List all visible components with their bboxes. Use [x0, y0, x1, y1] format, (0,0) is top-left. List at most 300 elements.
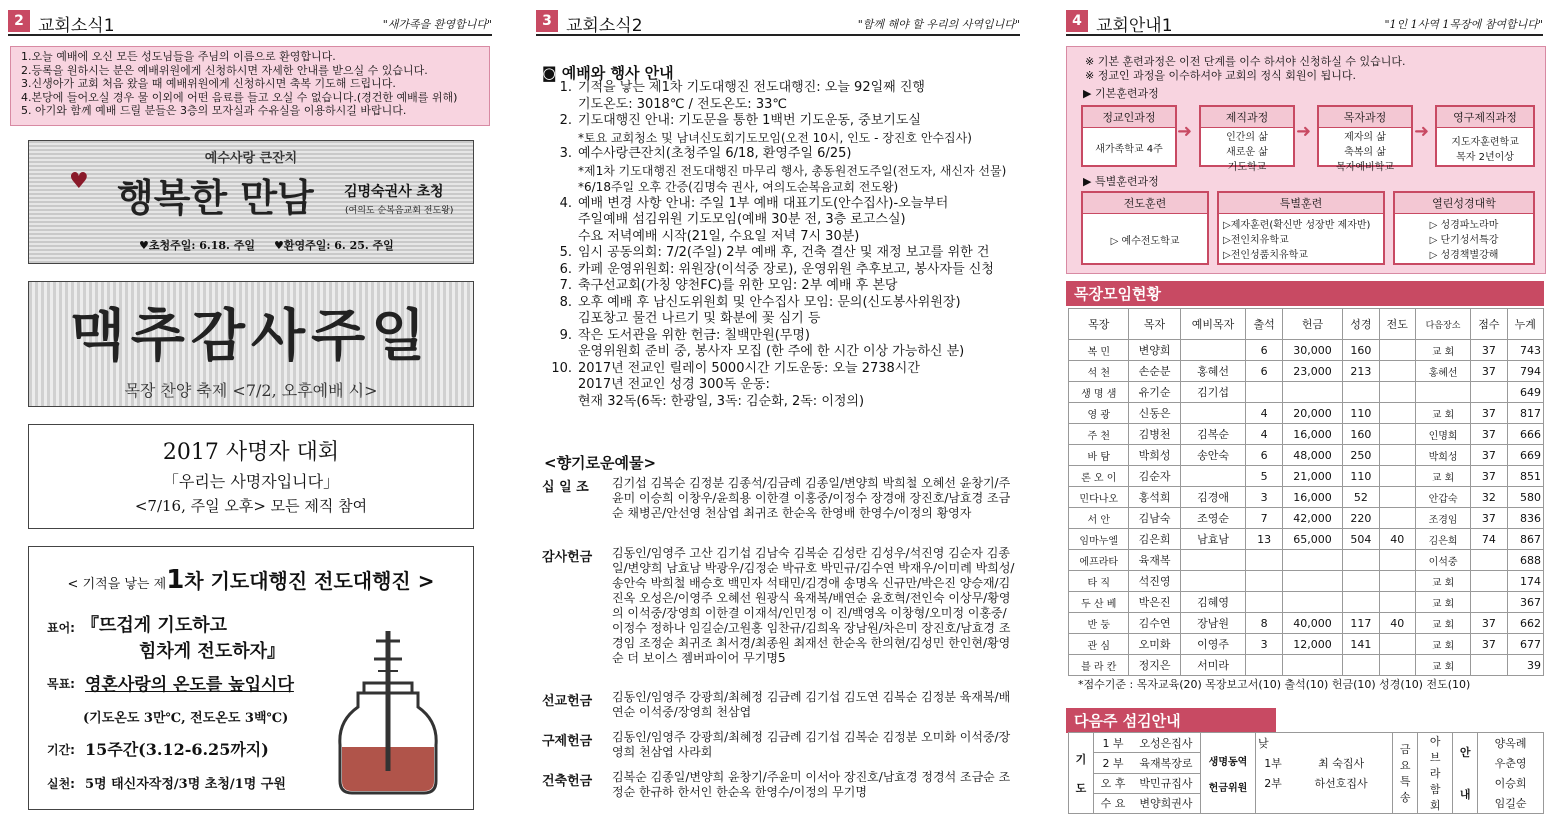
table-cell: 반 둥 [1069, 613, 1129, 634]
event-number: 8. [559, 294, 572, 310]
table-cell: 정지은 [1129, 655, 1180, 676]
table-cell: 김수연 [1129, 613, 1180, 634]
goal-text: 영혼사랑의 온도를 높입시다 [85, 675, 294, 695]
table-cell [1379, 382, 1415, 403]
table-cell [1379, 445, 1415, 466]
table-cell: 6 [1246, 445, 1282, 466]
table-cell: 37 [1471, 403, 1507, 424]
table-cell [1379, 403, 1415, 424]
offering-mission [542, 690, 1018, 724]
event-line: 기도대행진 안내: 기도문을 통한 1백번 기도운동, 중보기도실 [578, 113, 921, 128]
table-cell: 30,000 [1282, 340, 1342, 361]
practice-label: 실천: [47, 777, 75, 791]
table-cell [1379, 424, 1415, 445]
course-body: 지도자훈련학교 [1451, 137, 1519, 148]
prayer-leader: 육재복장로 [1132, 753, 1201, 773]
column-church-news-2 [528, 0, 1028, 823]
table-cell [1343, 550, 1379, 571]
table-cell: 주 천 [1069, 424, 1129, 445]
column-header: 다음장소 [1415, 309, 1470, 340]
usher-label: 안 내 [1453, 733, 1478, 814]
event-item [550, 278, 1020, 295]
event-item [550, 80, 1020, 113]
heart-icon: ♥ [69, 169, 89, 194]
table-cell [1282, 382, 1342, 403]
event-number: 3. [559, 146, 572, 161]
table-cell [1471, 571, 1507, 592]
table-cell: 7 [1246, 508, 1282, 529]
table-cell: 48,000 [1282, 445, 1342, 466]
table-row [1069, 361, 1544, 382]
service-slot: 1부 [1264, 756, 1282, 770]
table-cell: 박희성 [1129, 445, 1180, 466]
worship-events-title: ◙ 예배와 행사 안내 [542, 64, 674, 82]
banner-harvest-thanksgiving [28, 281, 474, 407]
notice-line: 5. 아기와 함께 예배 드릴 분들은 3층의 모자실과 수유실을 이용하시길 바랍니다. [21, 104, 407, 117]
table-cell: 743 [1507, 340, 1543, 361]
prayer-leader: 오성은집사 [1132, 733, 1201, 753]
service-name: 1 부 [1094, 733, 1133, 753]
table-cell [1471, 382, 1507, 403]
column-header: 목장 [1069, 309, 1129, 340]
table-cell: 김혜영 [1180, 592, 1246, 613]
course-evangelism [1081, 191, 1209, 265]
table-cell [1379, 487, 1415, 508]
table-cell: 867 [1507, 529, 1543, 550]
course-body: ▷전인치유학교 [1223, 235, 1289, 246]
table-cell: 666 [1507, 424, 1543, 445]
title-suffix: 차 기도대행진 전도대행진 > [184, 569, 435, 593]
table-cell: 74 [1471, 529, 1507, 550]
mokjang-table [1068, 308, 1544, 676]
table-cell: 23,000 [1282, 361, 1342, 382]
table-row [1069, 403, 1544, 424]
table-cell [1379, 655, 1415, 676]
course-body: ▷전인성품치유학교 [1223, 250, 1308, 261]
event-item [550, 328, 1020, 361]
table-cell: 13 [1246, 529, 1282, 550]
score-criteria-note: *점수기준 : 목자교육(20) 목장보고서(10) 출석(10) 헌금(10) 성경(10) 전도(10) [1078, 678, 1471, 691]
column-church-news-1 [0, 0, 500, 823]
table-cell: 민다나오 [1069, 487, 1129, 508]
committee-member: 최 숙집사 [1290, 753, 1393, 773]
table-cell: 580 [1507, 487, 1543, 508]
goal-label: 목표: [47, 677, 75, 691]
table-cell: 669 [1507, 445, 1543, 466]
column-header: 점수 [1471, 309, 1507, 340]
course-title: 영구제직과정 [1437, 107, 1533, 128]
offering-names: 김동인/임영주 강광희/최혜정 김금례 김기섭 김복순 김정분 오미화 이석중/장영희 천삼엽 사라회 [612, 730, 1011, 759]
event-line: 축구선교회(가칭 양천FC)를 위한 모임: 2부 예배 후 본당 [578, 278, 898, 293]
table-cell: 손순분 [1129, 361, 1180, 382]
section-motto: "1인 1사역 1목장에 참여합니다" [1384, 18, 1543, 31]
table-cell: 관 심 [1069, 634, 1129, 655]
table-row [1069, 613, 1544, 634]
offering-label: 선교헌금 [542, 694, 593, 709]
course-deacon [1199, 105, 1295, 173]
section-number: 3 [536, 10, 558, 32]
table-cell: 론 오 이 [1069, 466, 1129, 487]
event-number: 1. [559, 80, 572, 95]
banner-invite-date: ♥초청주일: 6.18. 주일 [139, 239, 255, 252]
event-item [550, 245, 1020, 262]
section-title: 교회안내1 [1096, 16, 1173, 36]
section-header [536, 8, 1020, 36]
event-line: 임시 공동의회: 7/2(주일) 2부 예배 후, 건축 결산 및 재정 보고를 위한 건 [578, 245, 990, 260]
offering-relief [542, 730, 1018, 764]
table-cell: 3 [1246, 487, 1282, 508]
table-cell: 817 [1507, 403, 1543, 424]
table-cell: 504 [1343, 529, 1379, 550]
table-cell: 임마누엘 [1069, 529, 1129, 550]
training-courses-panel [1066, 46, 1546, 274]
course-body: 목자예비학교 [1336, 162, 1394, 173]
column-church-guide [1058, 0, 1551, 823]
event-line: 기도온도: 3018℃ / 전도온도: 33℃ [578, 96, 787, 112]
event-line: 예수사랑큰잔치(초청주일 6/18, 환영주일 6/25) [578, 146, 852, 161]
course-body: ▷제자훈련(확신반 성장반 제자반) [1223, 220, 1371, 231]
banner-slogan: 「우리는 사명자입니다」 [162, 472, 340, 491]
table-cell: 662 [1507, 613, 1543, 634]
table-cell: 에프라타 [1069, 550, 1129, 571]
notice-line: 4.본당에 들어오실 경우 물 이외에 어떤 음료를 들고 오실 수 없습니다.(경건한 예배를 위해) [21, 90, 458, 104]
event-item [550, 113, 1020, 146]
banner-speaker: 김명숙권사 초청 [344, 184, 444, 200]
event-number: 10. [551, 360, 572, 376]
table-cell [1180, 403, 1246, 424]
offering-committee-label: 생명동역 헌금위원 [1201, 733, 1256, 814]
table-cell: 오미화 [1129, 634, 1180, 655]
day-label: 낮 [1256, 733, 1393, 753]
usher-name: 우춘영 [1478, 753, 1544, 773]
table-cell: 649 [1507, 382, 1543, 403]
usher-name: 양옥례 [1478, 733, 1544, 753]
table-cell: 박은진 [1129, 592, 1180, 613]
table-cell: 교 회 [1415, 403, 1470, 424]
abraham-group: 아 브 라 함 회 [1418, 733, 1453, 814]
table-cell: 37 [1471, 466, 1507, 487]
table-cell: 174 [1507, 571, 1543, 592]
column-header: 성경 [1343, 309, 1379, 340]
course-bible-college [1393, 191, 1535, 265]
banner-title: 행복한 만남 [117, 175, 314, 220]
course-body: 인간의 삶 [1226, 132, 1268, 143]
table-cell: 석진영 [1129, 571, 1180, 592]
course-body: 새로운 삶 [1226, 147, 1268, 158]
event-line: 현재 32독(6독: 한광일, 3독: 김순화, 2독: 이정의) [578, 393, 865, 409]
course-title: 열린성경대학 [1395, 193, 1533, 214]
offering-names: 김기섭 김복순 김정분 김종석/김금례 김종일/변양희 박희철 오혜선 윤창기/주윤미 이승희 이창우/윤희용 이한결 이홍중/이정수 장경애 장진호/남효경 조금순 채병곤/안선영 천삼엽 최귀조 한순옥 한영배 한영수/이정의 황영자 [612, 476, 1011, 520]
table-cell [1282, 571, 1342, 592]
banner-title: 맥추감사주일 [70, 303, 432, 369]
table-cell: 160 [1343, 340, 1379, 361]
table-cell: 4 [1246, 403, 1282, 424]
table-row [1069, 340, 1544, 361]
event-item [550, 361, 1020, 411]
table-cell: 복 민 [1069, 340, 1129, 361]
motto-line-1: 『뜨겁게 기도하고 [81, 615, 227, 636]
table-cell: 37 [1471, 445, 1507, 466]
practice-text: 5명 태신자작정/3명 초청/1명 구원 [85, 777, 286, 792]
mokjang-section-title: 목장모임현황 [1066, 281, 1544, 306]
offering-label: 십 일 조 [542, 480, 589, 495]
table-row [1069, 529, 1544, 550]
table-cell: 김남숙 [1129, 508, 1180, 529]
event-line: 기적을 낳는 제1차 기도대행진 전도대행진: 오늘 92일째 진행 [578, 80, 925, 95]
table-cell: 3 [1246, 634, 1282, 655]
table-cell: 220 [1343, 508, 1379, 529]
course-special [1217, 191, 1385, 265]
event-number: 7. [559, 278, 572, 293]
table-cell: 박희성 [1415, 445, 1470, 466]
table-row [1069, 508, 1544, 529]
table-cell [1246, 550, 1282, 571]
event-item [550, 262, 1020, 279]
event-item [550, 146, 1020, 196]
course-body: 제자의 삶 [1344, 132, 1386, 143]
column-header: 헌금 [1282, 309, 1342, 340]
table-cell: 육재복 [1129, 550, 1180, 571]
table-cell [1379, 466, 1415, 487]
notice-line: 2.등록을 원하시는 분은 예배위원에게 신청하시면 자세한 안내를 받으실 수 있습니다. [21, 63, 428, 77]
table-row [1069, 634, 1544, 655]
table-cell [1246, 655, 1282, 676]
period-label: 기간: [47, 743, 75, 757]
table-cell: 32 [1471, 487, 1507, 508]
spacer-cell [1256, 793, 1393, 813]
table-cell: 안갑숙 [1415, 487, 1470, 508]
table-cell: 교 회 [1415, 655, 1470, 676]
event-line: 2017년 전교인 성경 300독 운동: [578, 377, 770, 392]
table-cell: 교 회 [1415, 613, 1470, 634]
table-cell: 김순자 [1129, 466, 1180, 487]
table-cell: 677 [1507, 634, 1543, 655]
event-number: 5. [559, 245, 572, 260]
event-line: 수요 저녁예배 시작(21일, 수요일 저녁 7시 30분) [578, 228, 860, 244]
title-prefix: < 기적을 낳는 제 [67, 577, 167, 592]
table-cell: 110 [1343, 466, 1379, 487]
table-cell: 40 [1379, 613, 1415, 634]
table-cell: 이영주 [1180, 634, 1246, 655]
special-training-label: ▶ 특별훈련과정 [1083, 175, 1159, 188]
banner-speaker-church: (여의도 순복음교회 전도왕) [345, 206, 454, 216]
offering-names: 김동인/임영주 고산 김기섭 김남숙 김복순 김성란 김성우/석진영 김순자 김종일/변양희 남효남 박광우/김정순 박규호 박민규/김수연 박재우/이미례 박희성/송안숙 박희철 배승호 백민자 석태민/김경애 송명옥 신규만/박은진 양승재/김진옥 오성은/이영주 오혜선 원광식 육재복/배연순 윤호혁/전인숙 이상무/황영의 이석중/장영희 이한결 이재석/인민정 이 진/백영옥 이창형/오미정 이홍중/이정수 정하나 임길순/고원홍 임찬규/김희옥 장남원/차은미 장진호/남효경 조경임 조정순 최귀조 최서경/최종원 최재선 한순옥 한의현/김성민 한인현/황영순 더 보이스 젬버파이어 무기명5 [612, 546, 1015, 665]
table-cell: 688 [1507, 550, 1543, 571]
table-cell [1246, 592, 1282, 613]
table-cell: 37 [1471, 340, 1507, 361]
table-cell: 367 [1507, 592, 1543, 613]
table-cell: 교 회 [1415, 634, 1470, 655]
table-cell: 4 [1246, 424, 1282, 445]
table-cell: 교 회 [1415, 592, 1470, 613]
course-body: ▷ 성경책별강해 [1429, 250, 1499, 261]
event-line: 운영위원회 준비 중, 봉사자 모집 (한 주에 한 시간 이상 가능하신 분) [578, 344, 965, 359]
banner-mission-conference [28, 424, 474, 529]
prayer-label: 기 도 [1069, 733, 1094, 814]
table-cell: 110 [1343, 403, 1379, 424]
offering-names: 김동인/임영주 강광희/최혜정 김금례 김기섭 김도연 김복순 김정분 육재복/배연순 이석중/장영희 천삼엽 [612, 690, 1011, 719]
period-text: 15주간(3.12-6.25까지) [85, 740, 269, 759]
table-row [1069, 424, 1544, 445]
column-header: 전도 [1379, 309, 1415, 340]
event-line: *토요 교회청소 및 남녀신도회기도모임(오전 10시, 인도 - 장진호 안수집사) [578, 130, 972, 145]
section-title: 교회소식2 [566, 16, 643, 36]
table-cell: 교 회 [1415, 466, 1470, 487]
table-cell: 김기섭 [1180, 382, 1246, 403]
table-cell: 남효남 [1180, 529, 1246, 550]
table-cell: 생 명 샘 [1069, 382, 1129, 403]
table-cell: 장남원 [1180, 613, 1246, 634]
event-line: 주일예배 섬김위원 기도모임(예배 30분 전, 3층 로고스실) [578, 212, 906, 227]
event-line: 2017년 전교인 릴레이 5000시간 기도운동: 오늘 2738시간 [578, 360, 920, 376]
course-body: ▷ 단기성서특강 [1429, 235, 1499, 246]
table-cell: 신동은 [1129, 403, 1180, 424]
table-cell: 6 [1246, 340, 1282, 361]
next-week-table [1068, 732, 1544, 814]
table-cell [1180, 466, 1246, 487]
table-cell: 851 [1507, 466, 1543, 487]
section-motto: "새가족을 환영합니다" [382, 18, 492, 31]
table-row [1069, 571, 1544, 592]
basic-training-label: ▶ 기본훈련과정 [1083, 87, 1159, 100]
prayer-march-title [29, 565, 473, 595]
table-cell: 21,000 [1282, 466, 1342, 487]
course-body: 축복의 삶 [1344, 147, 1386, 158]
section-number: 2 [8, 10, 30, 32]
event-item [550, 196, 1020, 246]
table-cell [1471, 592, 1507, 613]
column-header: 목자 [1129, 309, 1180, 340]
notice-line: 1.오늘 예배에 오신 모든 성도님들을 주님의 이름으로 환영합니다. [21, 50, 336, 63]
title-number: 1 [166, 565, 185, 595]
offerings-title: <향기로운예물> [544, 454, 657, 472]
event-line: 카페 운영위원회: 위원장(이석중 장로), 운영위원 추후보고, 봉사자들 신청 [578, 261, 994, 277]
course-body: 새가족학교 4주 [1095, 144, 1163, 155]
arrow-right-icon: ➜ [1296, 121, 1312, 142]
course-title: 정교인과정 [1083, 107, 1175, 128]
table-cell: 37 [1471, 508, 1507, 529]
table-row [1069, 655, 1544, 676]
event-line: 예배 변경 사항 안내: 주일 1부 예배 대표기도(안수집사)-오늘부터 [578, 195, 949, 211]
table-cell [1379, 634, 1415, 655]
course-title: 목자과정 [1319, 107, 1411, 128]
table-cell: 5 [1246, 466, 1282, 487]
table-cell: 조경임 [1415, 508, 1470, 529]
table-cell: 12,000 [1282, 634, 1342, 655]
section-motto: "함께 해야 할 우리의 사역입니다" [857, 18, 1020, 31]
section-header [1066, 8, 1543, 36]
table-header-row [1069, 309, 1544, 340]
table-cell: 250 [1343, 445, 1379, 466]
motto-label: 표어: [47, 621, 75, 635]
table-cell: 홍혜선 [1415, 361, 1470, 382]
table-row [1069, 550, 1544, 571]
offering-thanks [542, 546, 1018, 686]
table-cell [1343, 382, 1379, 403]
table-row [1069, 487, 1544, 508]
course-title: 제직과정 [1201, 107, 1293, 128]
table-cell: 김경애 [1180, 487, 1246, 508]
table-cell: 홍석희 [1129, 487, 1180, 508]
table-cell: 조영순 [1180, 508, 1246, 529]
table-cell: 김은희 [1129, 529, 1180, 550]
prayer-march-box [28, 546, 474, 810]
table-cell: 40 [1379, 529, 1415, 550]
table-cell: 37 [1471, 361, 1507, 382]
table-cell: 6 [1246, 361, 1282, 382]
table-cell: 39 [1507, 655, 1543, 676]
table-cell: 영 광 [1069, 403, 1129, 424]
table-cell: 김병천 [1129, 424, 1180, 445]
table-cell: 16,000 [1282, 424, 1342, 445]
table-cell [1246, 571, 1282, 592]
table-cell [1282, 592, 1342, 613]
table-row [1069, 466, 1544, 487]
section-title: 교회소식1 [38, 16, 115, 36]
offering-names: 김복순 김종일/변양희 윤창기/주윤미 이서아 장진호/남효경 정경석 조금순 조정순 한규하 한서인 한순옥 한영수/이정의 무기명 [612, 770, 1011, 799]
table-cell: 16,000 [1282, 487, 1342, 508]
table-cell: 40,000 [1282, 613, 1342, 634]
offering-label: 구제헌금 [542, 734, 593, 749]
table-cell: 바 탐 [1069, 445, 1129, 466]
table-cell [1379, 340, 1415, 361]
table-cell: 두 산 베 [1069, 592, 1129, 613]
training-note-1: ※ 기본 훈련과정은 이전 단계를 이수 하셔야 신청하실 수 있습니다. [1085, 55, 1406, 68]
table-cell: 이석중 [1415, 550, 1470, 571]
offering-label: 감사헌금 [542, 550, 593, 565]
column-header: 예비목자 [1180, 309, 1246, 340]
course-member [1081, 105, 1177, 167]
table-cell: 블 라 칸 [1069, 655, 1129, 676]
table-cell: 타 직 [1069, 571, 1129, 592]
table-cell [1180, 340, 1246, 361]
table-cell: 37 [1471, 634, 1507, 655]
offering-building [542, 770, 1018, 804]
table-cell [1471, 655, 1507, 676]
usher-name: 이승희 [1478, 773, 1544, 793]
worship-events-list [550, 80, 1020, 440]
table-row [1069, 382, 1544, 403]
column-header: 누계 [1507, 309, 1543, 340]
arrow-right-icon: ➜ [1177, 121, 1193, 142]
table-cell [1282, 550, 1342, 571]
event-line: 오후 예배 후 남신도위원회 및 안수집사 모임: 문의(신도봉사위원장) [578, 294, 961, 310]
event-number: 9. [559, 327, 572, 343]
table-cell [1180, 571, 1246, 592]
table-cell [1379, 571, 1415, 592]
usher-name: 임길순 [1478, 793, 1544, 813]
service-name: 수 요 [1094, 793, 1133, 813]
banner-title: 2017 사명자 대회 [162, 440, 340, 465]
event-line: *6/18주일 오후 간증(김명숙 권사, 여의도순복음교회 전도왕) [578, 180, 899, 194]
committee-member: 하선호집사 [1290, 773, 1393, 793]
banner-subtitle: 예수사랑 큰잔치 [204, 151, 298, 166]
prayer-leader: 변양희권사 [1132, 793, 1201, 813]
notice-line: 3.신생아가 교회 처음 왔을 때 예배위원에게 신청하시면 축복 기도해 드립니다. [21, 77, 396, 90]
event-line: 김포창고 물건 나르기 및 화분에 꽃 심기 등 [578, 311, 821, 326]
table-cell [1379, 361, 1415, 382]
table-cell: 송안숙 [1180, 445, 1246, 466]
table-cell: 서미라 [1180, 655, 1246, 676]
course-permanent-deacon [1435, 105, 1535, 167]
table-cell [1379, 550, 1415, 571]
table-cell: 변양희 [1129, 340, 1180, 361]
table-cell [1246, 382, 1282, 403]
table-cell [1282, 655, 1342, 676]
table-cell [1343, 571, 1379, 592]
course-body: 기도학교 [1227, 162, 1267, 173]
training-note-2: ※ 정교인 과정을 이수하셔야 교회의 정식 회원이 됩니다. [1085, 69, 1356, 82]
